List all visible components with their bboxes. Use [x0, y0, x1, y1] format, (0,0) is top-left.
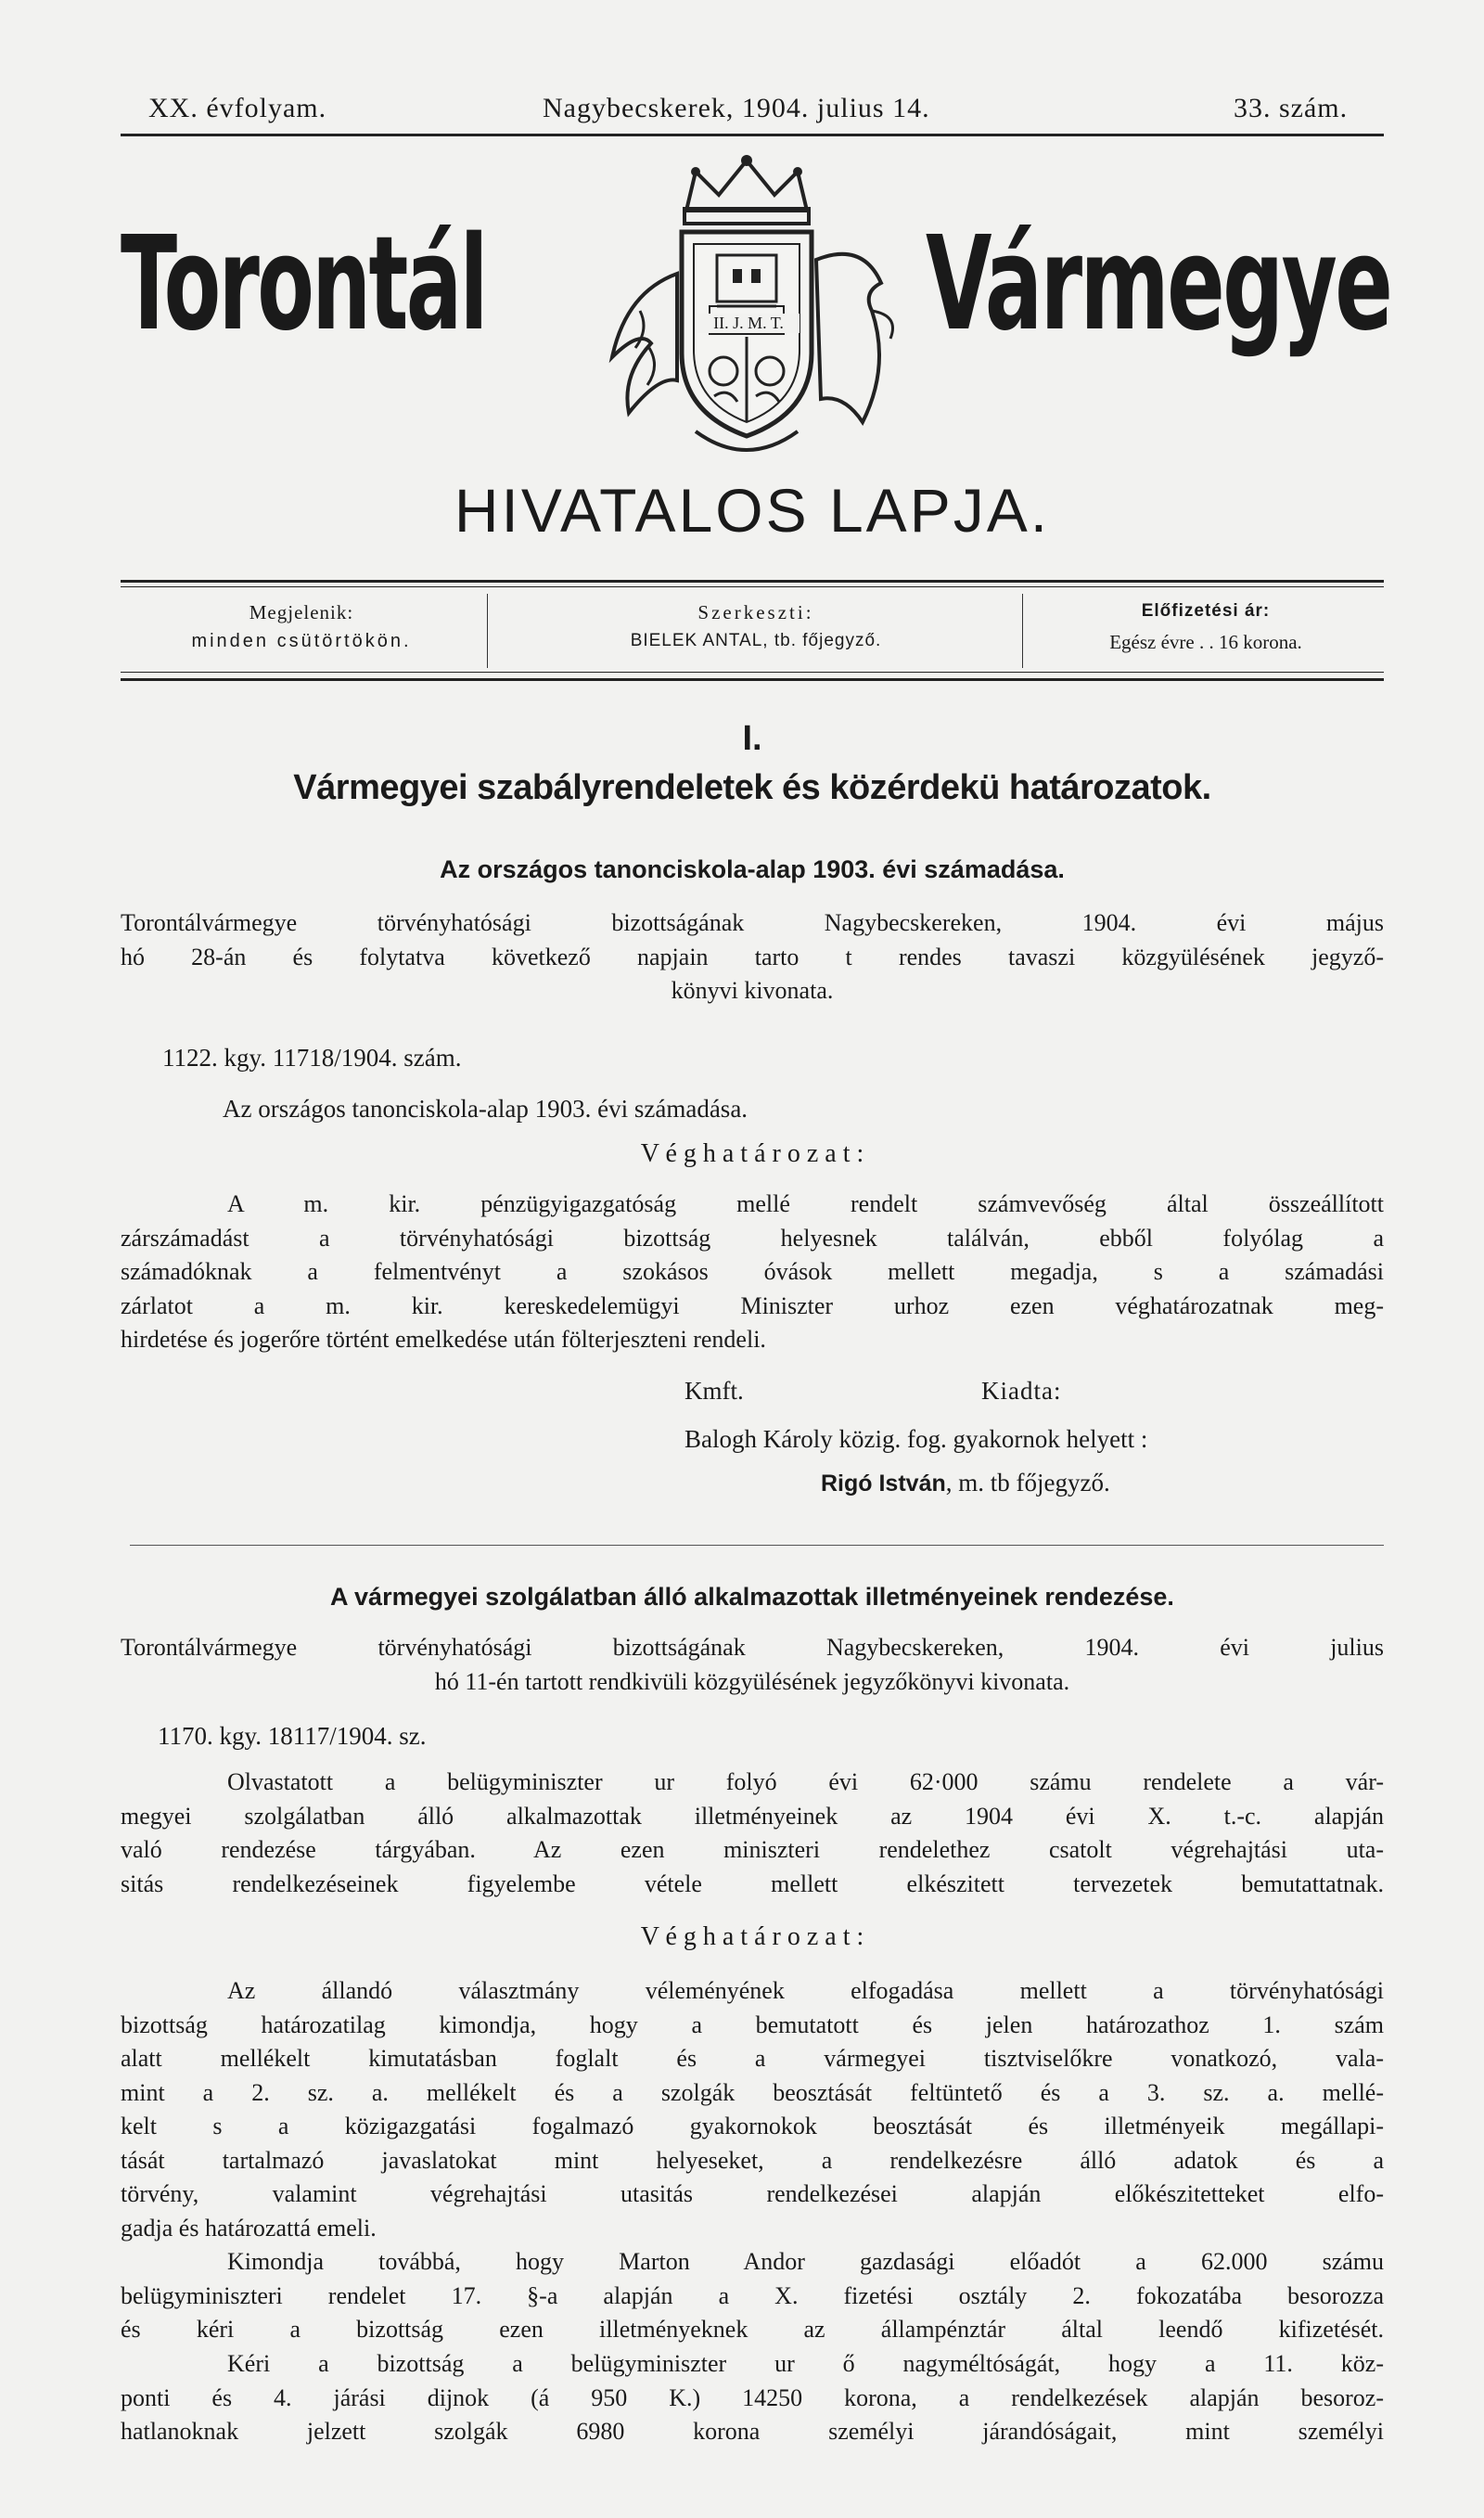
paragraph-line: törvény, valamint végrehajtási utasitás rendelkezései alapján előkészitetteket elfo-	[121, 2180, 1384, 2207]
article1-intro-line: könyvi kivonata.	[671, 977, 834, 1004]
paragraph-line: Az állandó választmány véleményének elfogadása mellett a törvényhatósági	[227, 1977, 1384, 2004]
article2-paragraph-3	[121, 2245, 1384, 2347]
info-bar-divider-2	[1022, 594, 1023, 668]
paragraph-line: tását tartalmazó javaslatokat mint helyeseket, a rendelkezésre álló adatok és a	[121, 2146, 1384, 2174]
article1-body-line: számadóknak a felmentvényt a szokásos óvások mellett megadja, s a számadási	[121, 1258, 1384, 1285]
article1-subject: Az országos tanonciskola-alap 1903. évi számadása.	[223, 1095, 748, 1123]
masthead-top-rule	[121, 134, 1384, 136]
paragraph-line: sitás rendelkezéseinek figyelembe vétele mellett elkészitett tervezetek bemutattatnak.	[121, 1869, 1384, 1897]
info-bar-bottom-rule-thin	[121, 672, 1384, 673]
paragraph-line: belügyminiszteri rendelet 17. §-a alapján a X. fizetési osztály 2. fokozatába besorozza	[121, 2281, 1384, 2309]
article2-intro-line: hó 11-én tartott rendkivüli közgyülésének jegyzőkönyvi kivonata.	[434, 1667, 1070, 1695]
article2-intro	[121, 1631, 1384, 1699]
article1-body	[121, 1188, 1384, 1357]
coat-of-arms-inscription: II. J. M. T.	[697, 314, 800, 333]
article2-reference: 1170. kgy. 18117/1904. sz.	[158, 1722, 427, 1750]
volume-label: XX. évfolyam.	[148, 93, 327, 123]
signer-2-title: , m. tb főjegyző.	[945, 1469, 1110, 1497]
paragraph-line: Kéri a bizottság a belügyminiszter ur ő nagyméltóságát, hogy a 11. köz-	[227, 2350, 1384, 2377]
paragraph-line: mint a 2. sz. a. mellékelt és a szolgák beosztását feltüntető és a 3. sz. a. mellé-	[121, 2078, 1384, 2106]
paragraph-line: gadja és határozattá emeli.	[121, 2214, 377, 2242]
article1-body-line: A m. kir. pénzügyigazgatóság mellé rendelt számvevőség által összeállított	[227, 1190, 1384, 1217]
paragraph-line: megyei szolgálatban álló alkalmazottak illetményeinek az 1904 évi X. t.-c. alapján	[121, 1802, 1384, 1830]
price-label: Előfizetési ár:	[1141, 601, 1271, 621]
appears-value: minden csütörtökön.	[191, 631, 412, 651]
paragraph-line: és kéri a bizottság ezen illetményeknek az állampénztár által leendő kifizetését.	[121, 2316, 1384, 2343]
paragraph-line: alatt mellékelt kimutatásban foglalt és a vármegyei tisztviselőkre vonatkozó, vala-	[121, 2045, 1384, 2072]
paragraph-line: Kimondja továbbá, hogy Marton Andor gazdasági előadót a 62.000 számu	[227, 2248, 1384, 2275]
article2-paragraph-4	[121, 2347, 1384, 2449]
appears-label: Megjelenik:	[249, 601, 354, 623]
issued-label: Kiadta:	[981, 1377, 1062, 1405]
article1-intro-line: Torontálvármegye törvényhatósági bizottságának Nagybecskereken, 1904. évi május	[121, 909, 1384, 936]
article1-body-line: hirdetése és jogerőre történt emelkedése után fölterjeszteni rendeli.	[121, 1326, 766, 1353]
article2-paragraph-2	[121, 1974, 1384, 2245]
editor-label: Szerkeszti:	[697, 601, 814, 623]
title-left: Torontál	[121, 209, 486, 360]
signer-2	[821, 1469, 1110, 1497]
article1-body-line: zárlatot a m. kir. kereskedelemügyi Miniszter urhoz ezen véghatározatnak meg-	[121, 1291, 1384, 1319]
title-right: Vármegye	[926, 209, 1391, 360]
info-bar-bottom-rule	[121, 678, 1384, 681]
signer-1: Balogh Károly közig. fog. gyakornok helyett :	[684, 1425, 1148, 1453]
kmft-label: Kmft.	[684, 1377, 744, 1405]
editor-value: BIELEK ANTAL, tb. főjegyző.	[630, 631, 882, 650]
article1-decision-label: V é g h a t á r o z a t :	[640, 1139, 864, 1168]
article2-paragraph-1	[121, 1766, 1384, 1901]
place-date: Nagybecskerek, 1904. julius 14.	[543, 93, 930, 123]
paragraph-line: bizottság határozatilag kimondja, hogy a bemutatott és jelen határozathoz 1. szám	[121, 2011, 1384, 2038]
article2-decision-label: V é g h a t á r o z a t :	[640, 1922, 864, 1951]
paragraph-line: ponti és 4. járási dijnok (á 950 K.) 14250 korona, a rendelkezések alapján besoroz-	[121, 2383, 1384, 2411]
paragraph-line: Olvastatott a belügyminiszter ur folyó évi 62·000 számu rendelete a vár-	[227, 1768, 1384, 1795]
info-bar-divider-1	[487, 594, 488, 668]
article-separator	[130, 1545, 1384, 1546]
article1-intro-line: hó 28-án és folytatva következő napjain tarto t rendes tavaszi közgyülésének jegyző-	[121, 943, 1384, 970]
article1-intro	[121, 906, 1384, 1008]
issue-number: 33. szám.	[1234, 93, 1349, 123]
paragraph-line: hatlanoknak jelzett szolgák 6980 korona személyi járandóságait, mint személyi	[121, 2418, 1384, 2445]
article1-title: Az országos tanonciskola-alap 1903. évi számadása.	[440, 855, 1065, 883]
paragraph-line: kelt s a közigazgatási fogalmazó gyakornokok beosztását és illetményeik megállapi-	[121, 2113, 1384, 2139]
paragraph-line: való rendezése tárgyában. Az ezen miniszteri rendelethez csatolt végrehajtási uta-	[121, 1836, 1384, 1863]
masthead-subtitle: HIVATALOS LAPJA.	[454, 476, 1051, 545]
price-value: Egész évre . . 16 korona.	[1109, 631, 1302, 653]
info-bar-top-rule	[121, 580, 1384, 583]
info-bar-top-rule-thin	[121, 586, 1384, 587]
section-heading: Vármegyei szabályrendeletek és közérdekü határozatok.	[293, 768, 1211, 807]
section-numeral: I.	[742, 719, 762, 758]
article1-body-line: zárszámadást a törvényhatósági bizottság helyesnek találván, ebből folyólag a	[121, 1224, 1384, 1252]
article1-reference: 1122. kgy. 11718/1904. szám.	[162, 1044, 462, 1072]
article2-title: A vármegyei szolgálatban álló alkalmazottak illetményeinek rendezése.	[330, 1583, 1174, 1611]
article2-intro-line: Torontálvármegye törvényhatósági bizottságának Nagybecskereken, 1904. évi julius	[121, 1634, 1384, 1661]
signer-2-name: Rigó István	[821, 1471, 946, 1497]
